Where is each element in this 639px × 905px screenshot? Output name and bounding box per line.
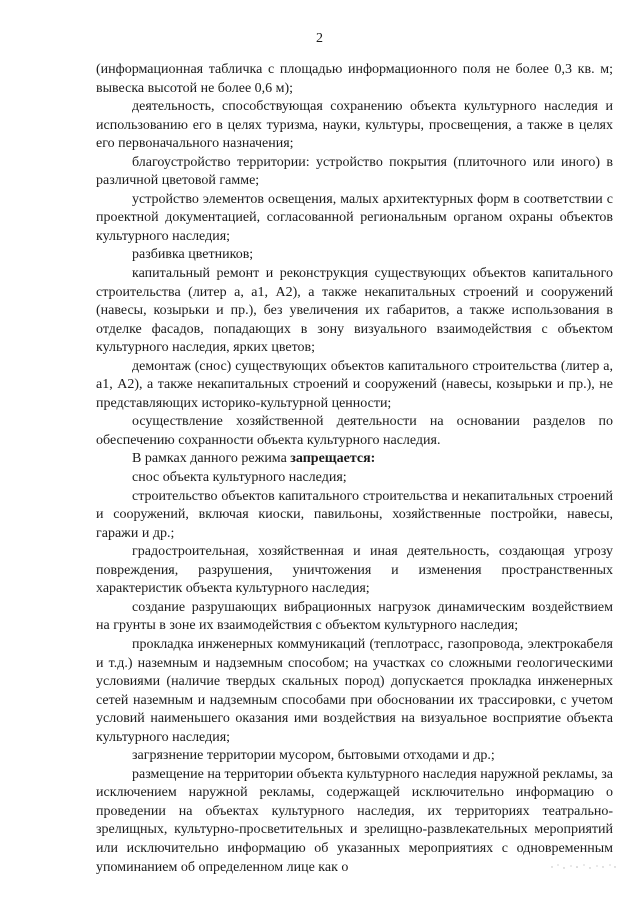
prohibition-pollution: загрязнение территории мусором, бытовыми отходами и др.; [132, 748, 495, 764]
prohibition-construction: строительство объектов капитального строительства и некапитальных строений и сооружений, включая киоски, павильоны, хозяйственные постройки, навесы, гаражи и др.; [96, 488, 613, 541]
prohibition-advertising: размещение на территории объекта культурного наследия наружной рекламы, за исключением наружной рекламы, содержащей исключительно информацию о проведении на объектах культурного наследия, их территориях театрально-зрелищных, культурно-просветительных и зрелищно-развлекательных мероприятий или исключительно информацию об указанных мероприятиях с одновременным упоминанием об определенном лице как о [96, 766, 613, 875]
paragraph-economic-activity: осуществление хозяйственной деятельности на основании разделов по обеспечению сохранности объекта культурного наследия. [96, 414, 613, 448]
paragraph-renovation: капитальный ремонт и реконструкция существующих объектов капитального строительства (литер а, а1, А2), а также некапитальных строений и сооружений (навесы, козырьки и пр.), без увеличения их габаритов, а также использования в отделке фасадов, попадающих в зону визуального взаимодействия с объектом культурного наследия, ярких цветов; [96, 266, 613, 356]
paragraph-lighting: устройство элементов освещения, малых архитектурных форм в соответствии с проектной документацией, согласованной региональным органом охраны объектов культурного наследия; [96, 191, 613, 244]
prohibition-heading-prefix: В рамках данного режима [132, 451, 291, 467]
paragraph-permitted-activity: деятельность, способствующая сохранению объекта культурного наследия и использованию его в целях туризма, науки, культуры, просвещения, а также в целях его первоначального назначения; [96, 99, 613, 152]
paragraph-info-sign: (информационная табличка с площадью информационного поля не более 0,3 кв. м; вывеска высотой не более 0,6 м); [96, 62, 613, 96]
paragraph-demolition: демонтаж (снос) существующих объектов капитального строительства (литер а, а1, А2), а также некапитальных строений и сооружений (навесы, козырьки и пр.), не представляющих историко-культурной ценности; [96, 358, 613, 411]
prohibition-heading-emphasis: запрещается: [290, 451, 376, 467]
page-number: 2 [316, 31, 323, 46]
document-body [96, 61, 613, 877]
prohibition-vibration: создание разрушающих вибрационных нагрузок динамическим воздействием на грунты в зоне их взаимодействия с объектом культурного наследия; [96, 599, 613, 634]
paragraph-landscaping: благоустройство территории: устройство покрытия (плиточного или иного) в различной цветовой гамме; [96, 154, 613, 189]
paragraph-flower-beds: разбивка цветников; [132, 247, 254, 263]
prohibition-urban-activity: градостроительная, хозяйственная и иная деятельность, создающая угрозу повреждения, разрушения, уничтожения и изменения пространственных характеристик объекта культурного наследия; [96, 544, 613, 597]
prohibition-heading [96, 450, 613, 469]
prohibition-demolition: снос объекта культурного наследия; [132, 470, 347, 486]
scan-artifact [548, 861, 618, 871]
prohibition-utilities: прокладка инженерных коммуникаций (теплотрасс, газопровода, электрокабеля и т.д.) наземным и надземным способом; на участках со сложными геологическими условиями (наличие твердых скальных пород) допускается прокладка инженерных сетей наземным и надземным способами при обосновании их трассировки, с учетом условий наименьшего оказания ими воздействия на визуальное восприятие объекта культурного наследия; [96, 636, 613, 745]
